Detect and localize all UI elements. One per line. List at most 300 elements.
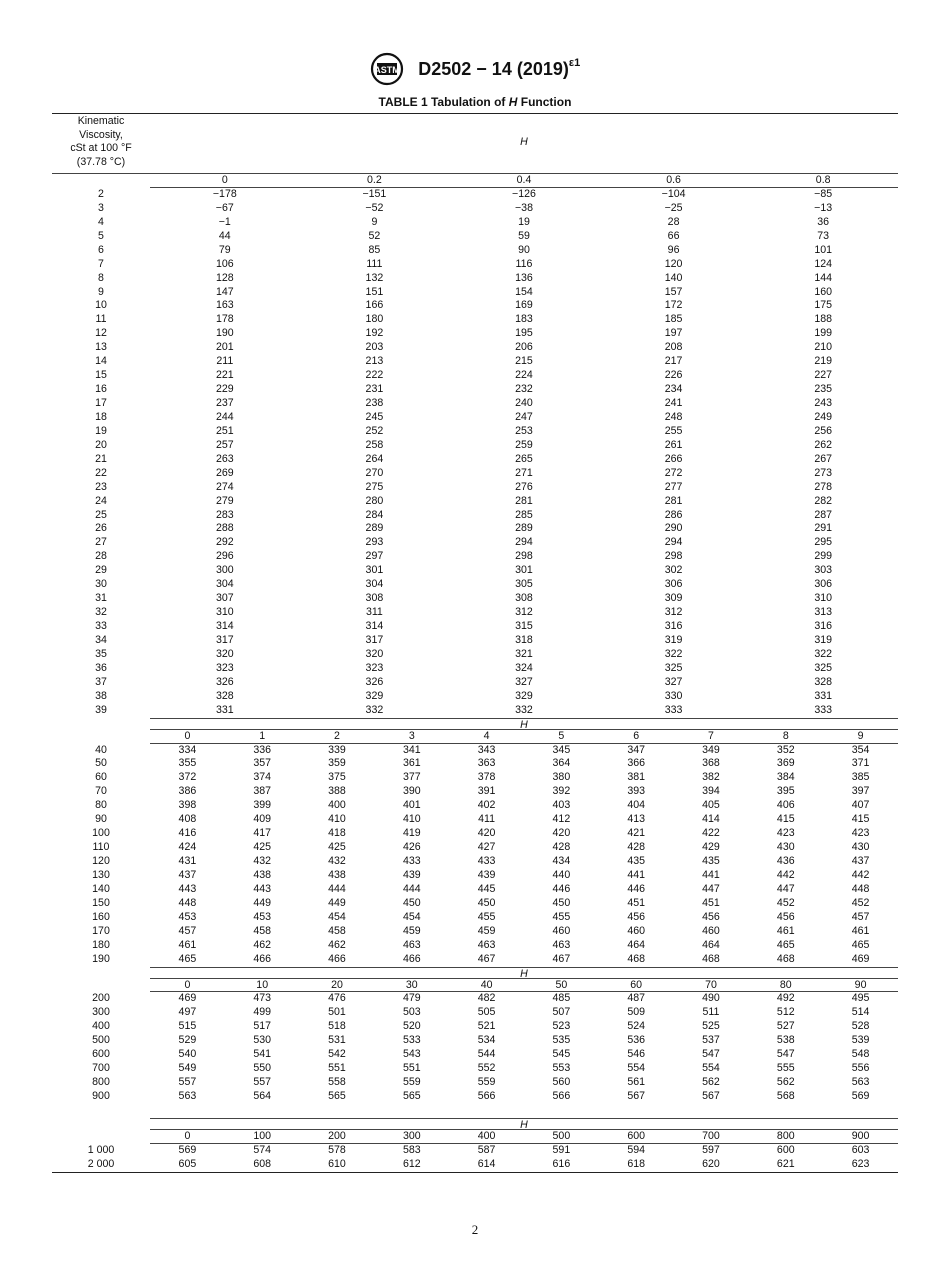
h-value-cell: 327	[515, 675, 533, 688]
h-value-cell: 587	[477, 1143, 496, 1156]
kinematic-viscosity-label: Kinematic Viscosity, cSt at 100 °F (37.78 °C)	[70, 115, 132, 168]
h-value-cell: 549	[178, 1062, 197, 1075]
h-value-cell: 442	[776, 868, 795, 881]
column-header-cells	[150, 730, 898, 744]
h-value-cell: 206	[515, 341, 533, 354]
h-value-cell: 450	[402, 896, 421, 909]
h-value-cell: 464	[702, 938, 720, 951]
h-value-cell: 261	[664, 438, 683, 451]
h-value-cell: 531	[328, 1034, 346, 1047]
h-value-cell: 565	[402, 1090, 421, 1102]
row-cells	[150, 411, 898, 425]
table-row	[52, 1158, 898, 1172]
h-value-cell: 195	[515, 327, 533, 340]
h-value-cell: 410	[328, 813, 346, 826]
h-value-cell: 462	[253, 938, 272, 951]
h-value-cell: 311	[365, 606, 383, 619]
column-header-spacer	[52, 1130, 150, 1144]
column-header-row	[52, 979, 898, 993]
h-value-cell: 211	[216, 355, 234, 368]
column-header-cells	[150, 979, 898, 993]
h-value-cell: 28	[667, 215, 680, 228]
row-cells	[150, 1006, 898, 1020]
h-value-cell: 452	[851, 896, 870, 909]
h-value-cell: 440	[552, 868, 571, 881]
table-row	[52, 369, 898, 383]
h-value-cell: 244	[215, 410, 234, 423]
h-value-cell: 566	[552, 1090, 571, 1102]
h-value-cell: 289	[365, 522, 384, 535]
h-value-cell: 369	[776, 757, 795, 770]
h-value-cell: 411	[478, 813, 496, 826]
h-value-cell: −38	[514, 201, 533, 214]
h-value-cell: 591	[552, 1143, 571, 1156]
h-value-cell: 253	[515, 424, 533, 437]
row-cells	[150, 883, 898, 897]
h-value-cell: 377	[402, 771, 421, 784]
column-header: 0	[184, 1129, 191, 1142]
h-value-cell: 213	[365, 355, 384, 368]
h-value-cell: 322	[664, 647, 683, 660]
h-value-cell: 291	[814, 522, 833, 535]
row-cells	[150, 286, 898, 300]
document-id: D2502 − 14 $(2019)^{\varepsilon 1}$	[418, 56, 581, 79]
row-cells	[150, 439, 898, 453]
h-value-cell: 286	[664, 508, 683, 521]
h-value-cell: 553	[552, 1062, 571, 1075]
table-row	[52, 744, 898, 758]
row-cells	[150, 509, 898, 523]
h-value-cell: 323	[215, 661, 234, 674]
viscosity-cell: 35	[95, 647, 107, 660]
h-value-cell: 292	[215, 536, 234, 549]
viscosity-cell: 1 000	[87, 1143, 115, 1156]
table-row	[52, 327, 898, 341]
table-row	[52, 397, 898, 411]
column-header: 0	[184, 978, 191, 991]
h-value-cell: 381	[627, 771, 646, 784]
row-cells	[150, 272, 898, 286]
viscosity-cell: 6	[98, 243, 104, 256]
h-value-cell: 247	[515, 410, 533, 423]
h-value-cell: 106	[215, 257, 234, 270]
h-subheader-row	[52, 718, 898, 730]
viscosity-cell: 800	[92, 1076, 110, 1089]
h-value-cell: 567	[627, 1090, 646, 1102]
h-value-cell: 543	[402, 1048, 421, 1061]
h-subheader-spacer	[52, 718, 150, 730]
h-value-cell: 503	[402, 1006, 421, 1019]
h-value-cell: 387	[253, 785, 272, 798]
table-row	[52, 272, 898, 286]
h-value-cell: 559	[477, 1076, 496, 1089]
h-value-cell: 151	[365, 285, 384, 298]
viscosity-cell: 33	[95, 620, 107, 632]
h-value-cell: 245	[365, 410, 384, 423]
h-value-cell: 518	[328, 1020, 346, 1033]
row-cells	[150, 383, 898, 397]
row-cells	[150, 869, 898, 883]
h-value-cell: 569	[178, 1143, 197, 1156]
h-value-cell: 331	[215, 703, 234, 716]
h-value-cell: 306	[664, 578, 683, 591]
h-value-cell: 312	[664, 606, 683, 619]
column-header: 100	[253, 1129, 272, 1142]
h-value-cell: 398	[178, 799, 197, 812]
h-value-cell: 520	[402, 1020, 421, 1033]
column-header: 800	[776, 1129, 795, 1142]
viscosity-cell: 7	[98, 257, 104, 270]
h-value-cell: −52	[365, 201, 384, 214]
h-value-cell: 279	[215, 494, 234, 507]
row-cells	[150, 1062, 898, 1076]
viscosity-cell: 130	[92, 868, 110, 881]
viscosity-cell: 80	[95, 799, 107, 812]
h-value-cell: 424	[178, 841, 197, 854]
h-value-cell: 610	[328, 1157, 346, 1170]
row-cells	[150, 258, 898, 272]
h-value-cell: 363	[477, 757, 496, 770]
row-cells	[150, 785, 898, 799]
h-value-cell: 314	[365, 620, 384, 632]
h-value-cell: 457	[178, 924, 197, 937]
h-value-cell: 620	[702, 1157, 720, 1170]
h-value-cell: 288	[215, 522, 234, 535]
h-value-cell: 449	[253, 896, 272, 909]
h-value-cell: 514	[851, 1006, 870, 1019]
viscosity-cell: 31	[95, 592, 107, 605]
h-value-cell: 120	[664, 257, 683, 270]
viscosity-cell: 39	[95, 703, 107, 716]
h-value-cell: 263	[215, 452, 234, 465]
h-value-cell: 316	[814, 620, 833, 632]
h-subheader-label: H	[150, 1118, 898, 1130]
h-value-cell: 407	[851, 799, 870, 812]
h-value-cell: 234	[664, 383, 683, 396]
h-value-cell: 229	[215, 383, 234, 396]
column-header: 10	[256, 978, 269, 991]
h-value-cell: 459	[402, 924, 421, 937]
viscosity-cell: 4	[98, 215, 104, 228]
table-row	[52, 690, 898, 704]
h-value-cell: 85	[368, 243, 381, 256]
h-value-cell: 132	[365, 271, 384, 284]
viscosity-cell: 34	[95, 633, 107, 646]
h-value-cell: 556	[851, 1062, 870, 1075]
h-value-cell: 415	[776, 813, 795, 826]
h-value-cell: 361	[402, 757, 421, 770]
h-value-cell: 255	[664, 424, 683, 437]
h-value-cell: 409	[253, 813, 272, 826]
h-value-cell: 558	[328, 1076, 346, 1089]
h-value-cell: 333	[814, 703, 833, 716]
h-value-cell: 594	[627, 1143, 646, 1156]
h-value-cell: 562	[776, 1076, 795, 1089]
h-value-cell: 463	[402, 938, 421, 951]
h-value-cell: 557	[178, 1076, 197, 1089]
h-value-cell: 341	[402, 743, 421, 756]
h-value-cell: 438	[253, 868, 272, 881]
h-value-cell: 339	[328, 743, 346, 756]
h-value-cell: 73	[817, 229, 830, 242]
h-value-cell: 449	[328, 896, 346, 909]
viscosity-cell: 40	[95, 743, 107, 756]
viscosity-cell: 13	[95, 341, 107, 354]
viscosity-cell: 8	[98, 271, 104, 284]
row-cells	[150, 704, 898, 718]
h-value-cell: 180	[365, 313, 384, 326]
h-value-cell: 463	[477, 938, 496, 951]
viscosity-cell: 110	[92, 841, 110, 854]
h-value-cell: 560	[552, 1076, 571, 1089]
column-header: 300	[402, 1129, 421, 1142]
row-cells	[150, 299, 898, 313]
h-value-cell: 415	[851, 813, 870, 826]
h-value-cell: 270	[365, 466, 384, 479]
viscosity-cell: 14	[95, 355, 107, 368]
section-1	[52, 174, 898, 718]
table-row	[52, 481, 898, 495]
viscosity-cell: 21	[95, 452, 107, 465]
column-header: 70	[705, 978, 717, 991]
h-column-label: H	[520, 136, 528, 148]
viscosity-cell: 36	[95, 661, 107, 674]
table-row	[52, 578, 898, 592]
h-value-cell: 324	[515, 661, 533, 674]
viscosity-cell: 38	[95, 689, 107, 702]
row-cells	[150, 1076, 898, 1090]
h-value-cell: 521	[477, 1020, 496, 1033]
h-value-cell: 9	[371, 215, 378, 228]
h-value-cell: 444	[402, 882, 421, 895]
viscosity-cell: 30	[95, 578, 107, 591]
table-row	[52, 841, 898, 855]
h-value-cell: 293	[365, 536, 384, 549]
h-value-cell: 466	[402, 952, 421, 965]
h-value-cell: 298	[515, 550, 533, 563]
table-row	[52, 216, 898, 230]
h-value-cell: 314	[215, 620, 234, 632]
h-value-cell: 499	[253, 1006, 272, 1019]
h-value-cell: 96	[667, 243, 680, 256]
table-row	[52, 883, 898, 897]
h-value-cell: 563	[851, 1076, 870, 1089]
h-value-cell: −126	[512, 187, 536, 200]
h-value-cell: 287	[814, 508, 833, 521]
h-value-cell: 272	[664, 466, 683, 479]
column-header: 20	[331, 978, 343, 991]
h-value-cell: 534	[477, 1034, 496, 1047]
h-value-cell: 175	[814, 299, 833, 312]
viscosity-cell: 19	[95, 424, 107, 437]
h-value-cell: 357	[253, 757, 272, 770]
h-value-cell: 541	[253, 1048, 272, 1061]
viscosity-cell: 3	[98, 201, 104, 214]
h-value-cell: 460	[552, 924, 571, 937]
h-subheader-row	[52, 1118, 898, 1130]
h-value-cell: 505	[477, 1006, 496, 1019]
row-cells	[150, 341, 898, 355]
viscosity-cell: 190	[92, 952, 110, 965]
h-value-cell: 285	[515, 508, 533, 521]
row-cells	[150, 1048, 898, 1062]
h-value-cell: 450	[477, 896, 496, 909]
h-value-cell: 160	[814, 285, 833, 298]
row-cells	[150, 244, 898, 258]
h-value-cell: 392	[552, 785, 571, 798]
h-value-cell: 465	[851, 938, 870, 951]
column-header: 60	[630, 978, 643, 991]
h-value-cell: 289	[515, 522, 533, 535]
h-value-cell: 226	[664, 369, 683, 382]
h-value-cell: 551	[402, 1062, 421, 1075]
h-value-cell: 399	[253, 799, 272, 812]
column-header: 600	[627, 1129, 646, 1142]
h-value-cell: 569	[851, 1090, 870, 1102]
h-value-cell: 301	[365, 564, 384, 577]
h-value-cell: 178	[215, 313, 234, 326]
viscosity-cell: 60	[95, 771, 107, 784]
row-cells	[150, 813, 898, 827]
h-value-cell: 430	[851, 841, 870, 854]
h-value-cell: −25	[664, 201, 683, 214]
row-cells	[150, 662, 898, 676]
column-header-spacer	[52, 730, 150, 744]
page-header	[0, 52, 950, 86]
h-value-cell: 295	[814, 536, 833, 549]
h-value-cell: 439	[477, 868, 496, 881]
h-value-cell: 380	[552, 771, 571, 784]
h-value-cell: 547	[776, 1048, 795, 1061]
row-cells	[150, 1034, 898, 1048]
h-value-cell: 435	[702, 855, 720, 867]
row-cells	[150, 188, 898, 202]
h-value-cell: 319	[664, 633, 683, 646]
h-value-cell: 128	[215, 271, 234, 284]
h-value-cell: 458	[328, 924, 346, 937]
viscosity-cell: 9	[98, 285, 104, 298]
table-row	[52, 662, 898, 676]
h-value-cell: 450	[552, 896, 571, 909]
h-value-cell: 280	[365, 494, 384, 507]
h-value-cell: 463	[552, 938, 571, 951]
h-value-cell: 561	[627, 1076, 646, 1089]
row-cells	[150, 536, 898, 550]
h-value-cell: 443	[253, 882, 272, 895]
table-row	[52, 992, 898, 1006]
column-header-row	[52, 1130, 898, 1144]
viscosity-cell: 70	[95, 785, 107, 798]
h-value-cell: 492	[776, 992, 795, 1005]
h-value-cell: 124	[814, 257, 833, 270]
h-value-cell: 533	[402, 1034, 421, 1047]
h-value-cell: 535	[552, 1034, 571, 1047]
h-value-cell: 616	[552, 1157, 571, 1170]
h-value-cell: 623	[851, 1157, 870, 1170]
h-value-cell: 185	[664, 313, 683, 326]
h-value-cell: 446	[552, 882, 571, 895]
h-subheader-label: H	[150, 718, 898, 730]
h-value-cell: 497	[178, 1006, 197, 1019]
h-value-cell: 271	[515, 466, 533, 479]
h-value-cell: 304	[215, 578, 234, 591]
viscosity-cell: 27	[95, 536, 107, 549]
h-value-cell: 451	[702, 896, 720, 909]
h-value-cell: 394	[702, 785, 720, 798]
h-value-cell: 52	[368, 229, 381, 242]
table-bottom-rule	[52, 1172, 898, 1173]
row-cells	[150, 202, 898, 216]
h-value-cell: 457	[851, 910, 870, 923]
table-row	[52, 467, 898, 481]
column-header: 4	[483, 729, 490, 742]
h-value-cell: 412	[552, 813, 571, 826]
h-value-cell: 448	[851, 882, 870, 895]
viscosity-cell: 20	[95, 438, 107, 451]
column-header: 0.4	[516, 174, 532, 186]
viscosity-cell: 50	[95, 757, 107, 770]
column-header: 0.6	[666, 174, 681, 186]
h-value-cell: 116	[515, 257, 533, 270]
viscosity-cell: 37	[95, 675, 107, 688]
table-row	[52, 536, 898, 550]
h-value-cell: 375	[328, 771, 346, 784]
column-header: 40	[480, 978, 493, 991]
row-cells	[150, 953, 898, 967]
h-value-cell: 294	[515, 536, 533, 549]
h-value-cell: 349	[702, 743, 720, 756]
h-value-cell: 275	[365, 480, 384, 493]
h-value-cell: 454	[402, 910, 421, 923]
svg-text:ASTM: ASTM	[374, 65, 400, 75]
column-header: 3	[408, 729, 415, 742]
h-value-cell: 459	[477, 924, 496, 937]
viscosity-cell: 23	[95, 480, 107, 493]
h-value-cell: 438	[328, 868, 346, 881]
h-value-cell: 210	[814, 341, 833, 354]
h-value-cell: 66	[667, 229, 680, 242]
h-value-cell: −67	[215, 201, 234, 214]
h-value-cell: 172	[664, 299, 683, 312]
h-value-cell: 192	[365, 327, 384, 340]
h-value-cell: 332	[365, 703, 384, 716]
h-value-cell: 319	[814, 633, 833, 646]
h-value-cell: 310	[215, 606, 234, 619]
viscosity-cell: 600	[92, 1048, 110, 1061]
h-value-cell: 59	[518, 229, 530, 242]
row-cells	[150, 1158, 898, 1172]
row-cells	[150, 327, 898, 341]
viscosity-cell: 140	[92, 882, 110, 895]
table-row	[52, 1076, 898, 1090]
h-value-cell: 252	[365, 424, 384, 437]
h-value-cell: 540	[178, 1048, 197, 1061]
h-value-cell: 453	[178, 910, 197, 923]
h-value-cell: 447	[702, 882, 720, 895]
h-value-cell: 404	[627, 799, 646, 812]
h-value-cell: 238	[365, 397, 384, 409]
h-value-cell: 578	[328, 1143, 346, 1156]
h-value-cell: 550	[253, 1062, 272, 1075]
column-header: 9	[857, 729, 864, 742]
h-value-cell: 393	[627, 785, 646, 798]
row-cells	[150, 550, 898, 564]
h-value-cell: 419	[402, 827, 421, 840]
table-row	[52, 799, 898, 813]
h-value-cell: −1	[218, 215, 231, 228]
h-value-cell: 501	[328, 1006, 346, 1019]
h-value-cell: 256	[814, 424, 833, 437]
